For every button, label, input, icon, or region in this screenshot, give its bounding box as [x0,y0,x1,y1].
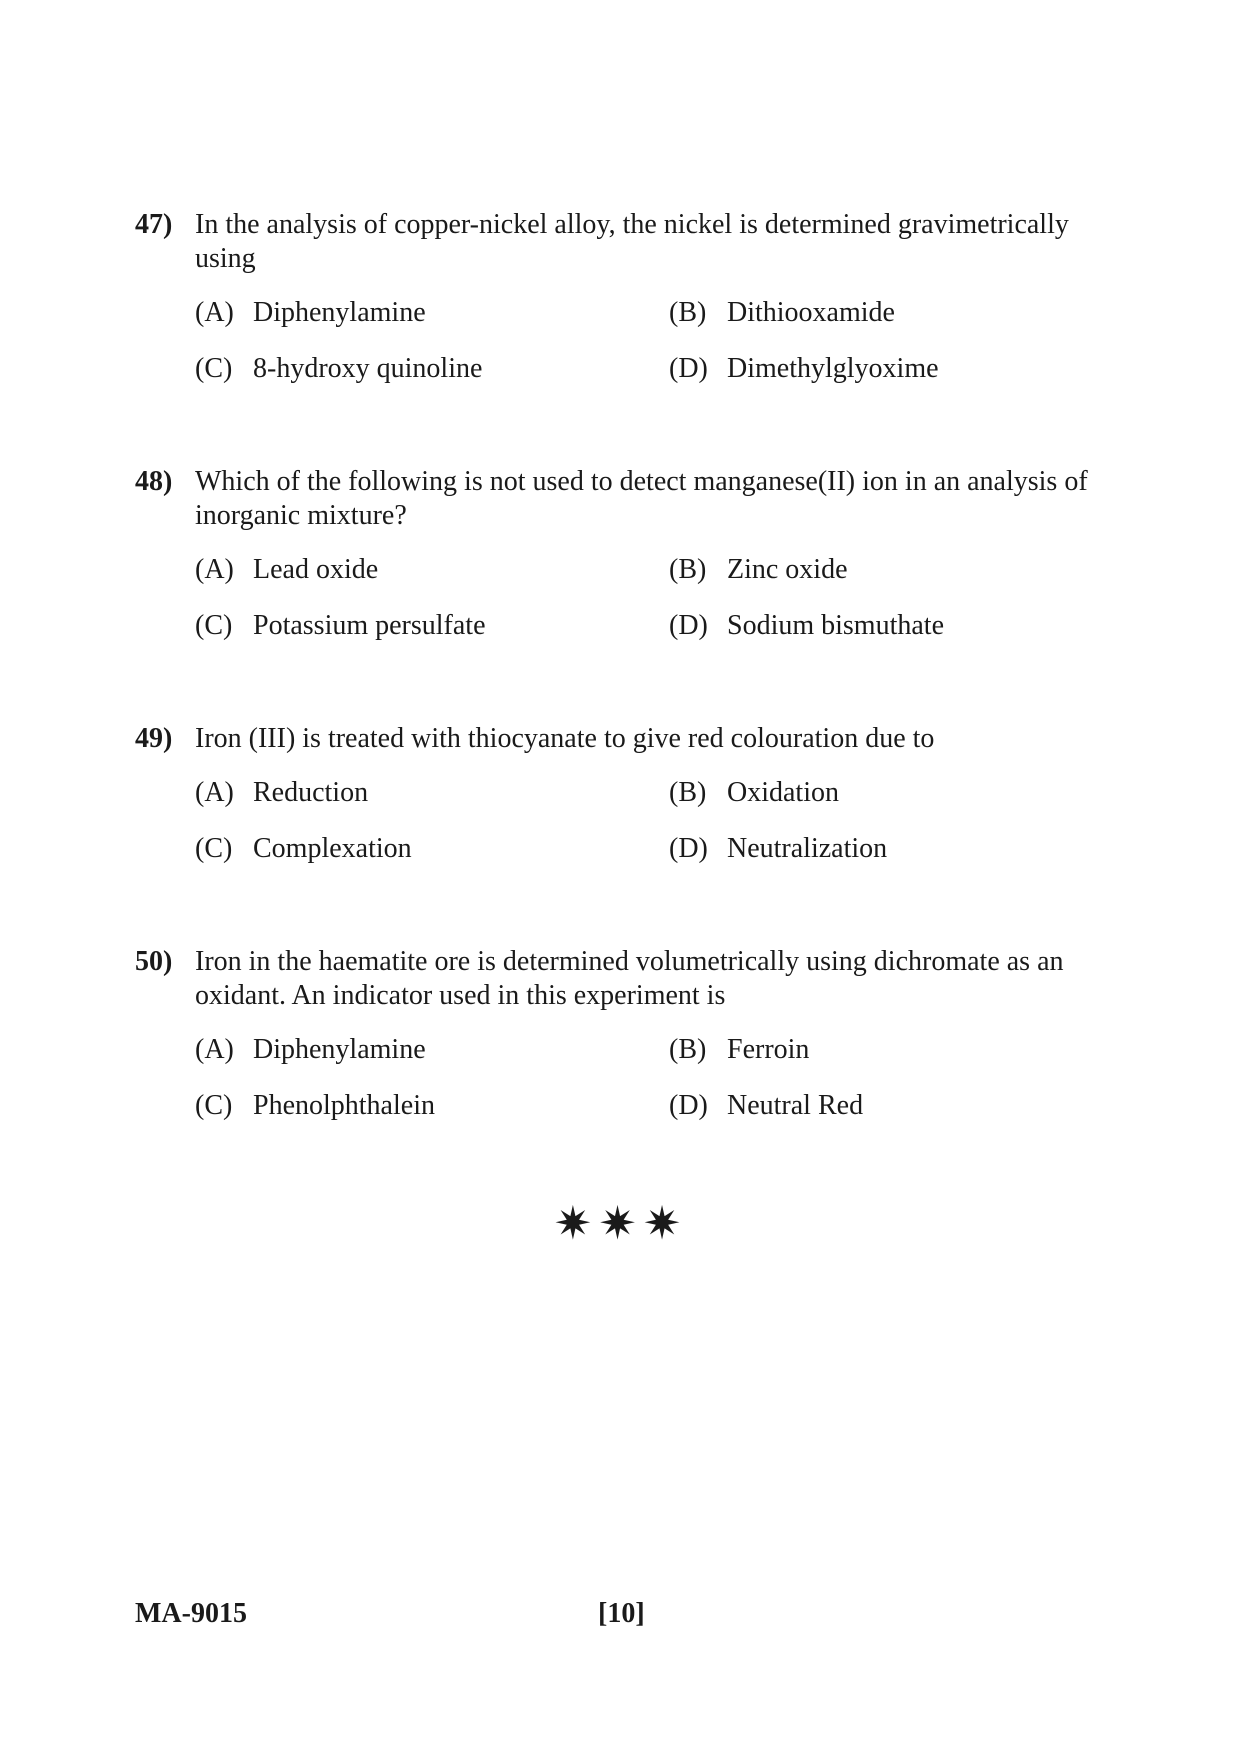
option-letter: (C) [195,353,233,384]
option-text: Diphenylamine [253,1034,426,1065]
question-text: In the analysis of copper-nickel alloy, the nickel is determined gravimetrically using [195,209,1069,274]
question-49 [135,722,1095,888]
question-47 [135,208,1095,408]
option-letter: (B) [669,1034,707,1065]
option-b [669,553,848,587]
option-a [195,1033,426,1067]
question-text: Which of the following is not used to detect manganese(II) ion in an analysis of inorganic mixture? [195,466,1088,531]
option-letter: (A) [195,777,234,808]
option-d [669,609,944,643]
options-list [195,1033,1095,1145]
option-text: Neutral Red [727,1090,864,1121]
option-text: Lead oxide [253,554,379,585]
option-text: Dimethylglyoxime [727,353,939,384]
option-text: Potassium persulfate [253,610,486,641]
option-letter: (A) [195,297,234,328]
option-c [195,1089,435,1123]
option-text: Sodium bismuthate [727,610,944,641]
option-text: Ferroin [727,1034,810,1065]
option-letter: (C) [195,1090,233,1121]
option-a [195,776,368,810]
end-of-paper-stars: ✷✷✷ [553,1196,688,1250]
question-text: Iron (III) is treated with thiocyanate to give red colouration due to [195,723,935,754]
option-letter: (C) [195,610,233,641]
option-c [195,609,486,643]
options-list [195,553,1095,665]
question-number: 48) [135,466,173,497]
option-text: Phenolphthalein [253,1090,435,1121]
options-list [195,296,1095,408]
option-b [669,1033,809,1067]
option-a [195,296,426,330]
option-c [195,352,482,386]
question-number: 50) [135,946,173,977]
option-a [195,553,378,587]
options-list [195,776,1095,888]
option-letter: (B) [669,777,707,808]
option-text: Complexation [253,833,412,864]
option-letter: (A) [195,1034,234,1065]
option-b [669,776,839,810]
paper-code: MA-9015 [135,1598,247,1629]
page-number: [10] [598,1598,645,1629]
question-number: 47) [135,209,173,240]
option-letter: (B) [669,554,707,585]
option-letter: (C) [195,833,233,864]
option-c [195,832,412,866]
option-text: Neutralization [727,833,888,864]
question-48 [135,465,1095,665]
option-letter: (D) [669,353,708,384]
option-letter: (D) [669,610,708,641]
option-d [669,352,939,386]
option-letter: (D) [669,1090,708,1121]
option-text: 8-hydroxy quinoline [253,353,483,384]
option-d [669,832,887,866]
option-letter: (B) [669,297,707,328]
option-text: Dithiooxamide [727,297,895,328]
option-text: Zinc oxide [727,554,848,585]
option-text: Diphenylamine [253,297,426,328]
question-text: Iron in the haematite ore is determined volumetrically using dichromate as an oxidant. An indicator used in this experiment is [195,946,1064,1011]
option-text: Oxidation [727,777,839,808]
question-number: 49) [135,723,173,754]
option-letter: (D) [669,833,708,864]
option-letter: (A) [195,554,234,585]
option-text: Reduction [253,777,369,808]
question-50 [135,945,1095,1145]
option-d [669,1089,863,1123]
option-b [669,296,895,330]
